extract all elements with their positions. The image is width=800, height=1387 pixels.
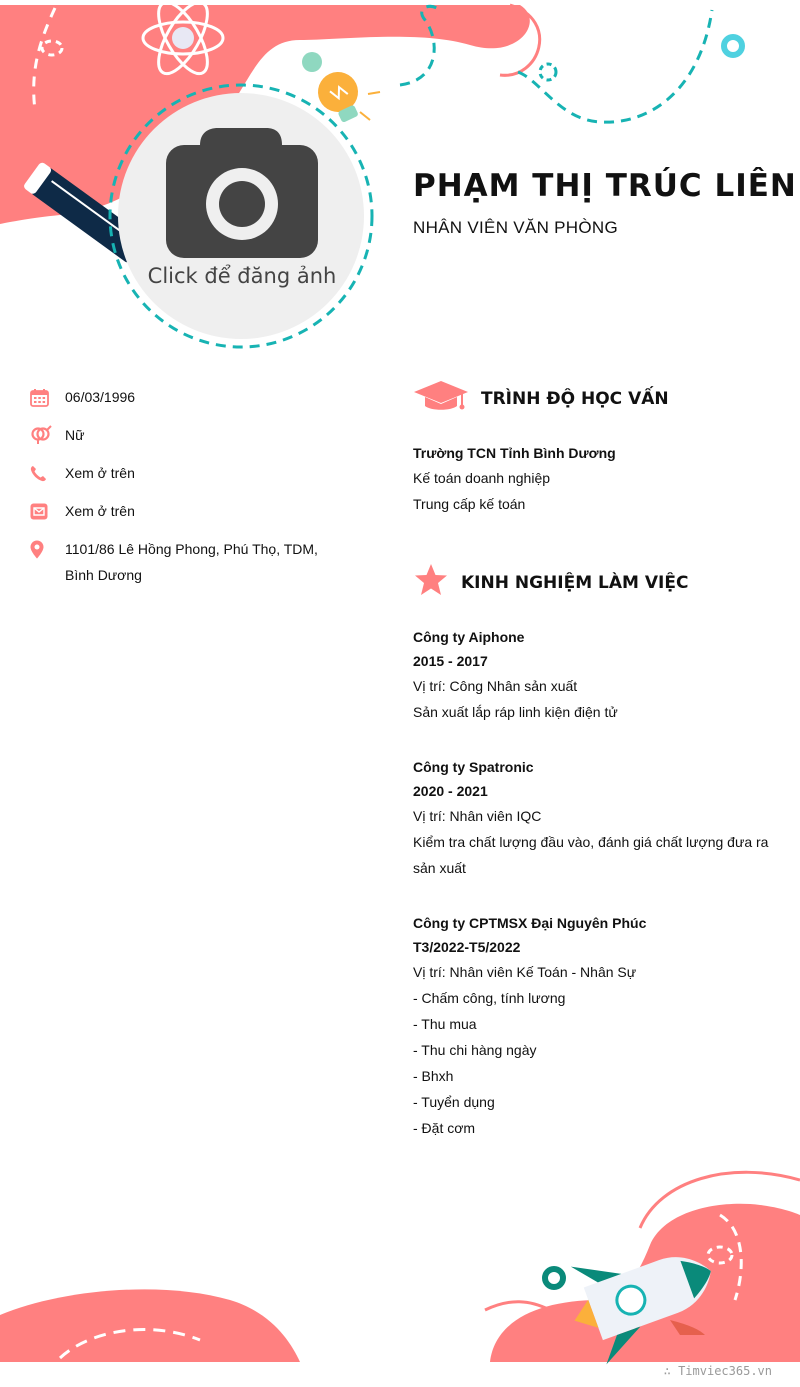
job-duty: - Tuyển dụng [413, 1094, 495, 1110]
job-duty: - Bhxh [413, 1068, 454, 1084]
job-period: 2020 - 2021 [413, 783, 488, 799]
job-entry [413, 625, 778, 725]
job-duty: - Thu chi hàng ngày [413, 1042, 537, 1058]
job-position: Vị trí: Nhân viên Kế Toán - Nhân Sự [413, 964, 637, 980]
job-company: Công ty Aiphone [413, 629, 525, 645]
contact-phone [30, 460, 330, 486]
birthday-value: 06/03/1996 [65, 389, 136, 405]
education-heading [413, 379, 669, 418]
education-heading-text: TRÌNH ĐỘ HỌC VẤN [481, 388, 669, 409]
calendar-icon [30, 384, 65, 410]
job-period: T3/2022-T5/2022 [413, 939, 521, 955]
major: Kế toán doanh nghiệp [413, 470, 551, 486]
graduation-cap-icon [413, 379, 481, 418]
job-title: NHÂN VIÊN VĂN PHÒNG [413, 218, 619, 237]
phone-icon [30, 460, 65, 486]
job-description: Kiểm tra chất lượng đầu vào, đánh giá chất lượng đưa ra sản xuất [413, 834, 769, 876]
address-value: 1101/86 Lê Hồng Phong, Phú Thọ, TDM, Bình Dương [65, 541, 318, 583]
email-icon [30, 498, 65, 524]
star-icon [413, 562, 461, 603]
job-company: Công ty CPTMSX Đại Nguyên Phúc [413, 915, 647, 931]
contact-birthday [30, 384, 330, 410]
bottom-left-blob [0, 1289, 300, 1362]
candidate-name: PHẠM THỊ TRÚC LIÊN [413, 168, 797, 204]
job-entry [413, 755, 778, 881]
experience-heading [413, 562, 688, 603]
contact-email [30, 498, 330, 524]
education-level: Trung cấp kế toán [413, 496, 526, 512]
job-position: Vị trí: Công Nhân sản xuất [413, 678, 578, 694]
contact-address [30, 536, 330, 588]
watermark: ∴ Timviec365.vn [663, 1364, 772, 1378]
education-entry [413, 441, 778, 517]
job-period: 2015 - 2017 [413, 653, 488, 669]
location-pin-icon [30, 536, 65, 562]
upload-photo-label[interactable]: Click để đăng ảnh [147, 264, 337, 288]
job-position: Vị trí: Nhân viên IQC [413, 808, 542, 824]
job-duty: - Chấm công, tính lương [413, 990, 566, 1006]
gender-icon [30, 422, 65, 448]
contact-gender [30, 422, 330, 448]
teal-ring [724, 37, 742, 55]
phone-value: Xem ở trên [65, 465, 135, 481]
school-name: Trường TCN Tỉnh Bình Dương [413, 445, 616, 461]
job-entry [413, 911, 778, 1141]
job-description: Sản xuất lắp ráp linh kiện điện tử [413, 704, 618, 720]
job-duty: - Đặt cơm [413, 1120, 476, 1136]
email-value: Xem ở trên [65, 503, 135, 519]
gender-value: Nữ [65, 427, 85, 443]
job-duty: - Thu mua [413, 1016, 477, 1032]
job-company: Công ty Spatronic [413, 759, 534, 775]
camera-icon [166, 128, 318, 258]
experience-heading-text: KINH NGHIỆM LÀM VIỆC [461, 572, 689, 593]
